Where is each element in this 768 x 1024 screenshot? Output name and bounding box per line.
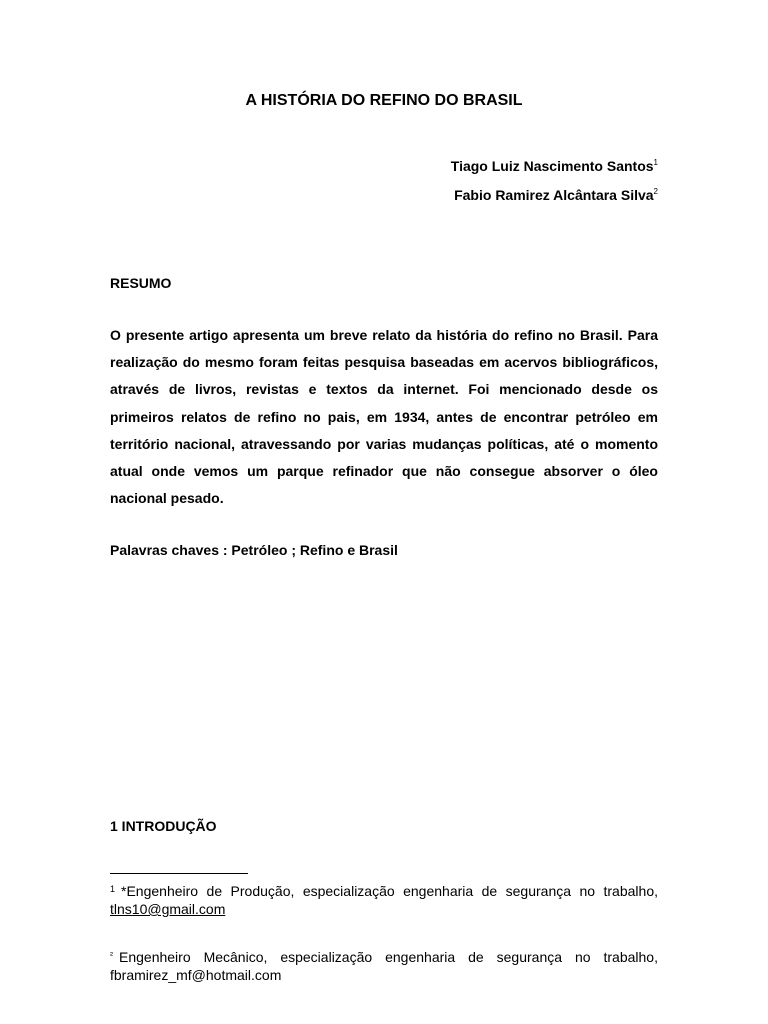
footnote-separator xyxy=(110,873,248,874)
author-footnote-mark: 2 xyxy=(653,187,658,196)
resumo-heading: RESUMO xyxy=(110,275,172,291)
footnote-text: *Engenheiro de Produção, especialização engenharia de segurança no trabalho, xyxy=(121,883,658,899)
footnote-2 xyxy=(110,946,658,984)
footnote-mark: ² xyxy=(110,950,113,960)
author-list xyxy=(451,150,658,208)
author-name: Tiago Luiz Nascimento Santos xyxy=(450,158,654,174)
footnote-mark: 1 xyxy=(110,884,116,894)
footnote-1 xyxy=(110,880,658,918)
keywords: Palavras chaves : Petróleo ; Refino e Brasil xyxy=(110,542,398,558)
author-2 xyxy=(451,179,658,208)
email-text: fbramirez_mf@hotmail.com xyxy=(110,967,282,983)
author-1 xyxy=(451,150,658,179)
paper-title: A HISTÓRIA DO REFINO DO BRASIL xyxy=(245,92,523,109)
introduction-heading: 1 INTRODUÇÃO xyxy=(110,818,217,834)
email-link[interactable]: tlns10@gmail.com xyxy=(110,901,226,917)
abstract-text: O presente artigo apresenta um breve relato da história do refino no Brasil. Para realização do mesmo foram feitas pesquisa baseadas em acervos bibliográficos, através de livros, revistas e textos da internet. Foi mencionado desde os primeiros relatos de refino no pais, em 1934, antes de encontrar petróleo em território nacional, atravessando por varias mudanças políticas, até o momento atual onde vemos um parque refinador que não consegue absorver o óleo nacional pesado. xyxy=(110,327,658,507)
author-footnote-mark: 1 xyxy=(653,158,658,167)
footnote-text: Engenheiro Mecânico, especialização engenharia de segurança no trabalho, xyxy=(119,949,658,965)
author-name: Fabio Ramirez Alcântara Silva xyxy=(454,187,654,203)
